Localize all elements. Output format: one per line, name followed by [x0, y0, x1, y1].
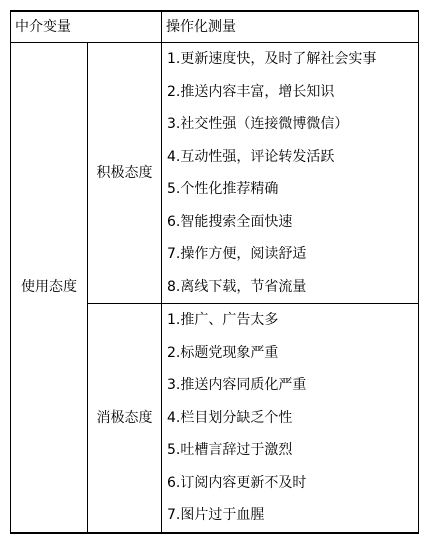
measure-item: 4.互动性强，评论转发活跃	[162, 141, 419, 174]
group-negative-attitude: 消极态度	[88, 304, 162, 533]
header-operational-measure: 操作化测量	[162, 11, 419, 43]
table-row	[11, 43, 419, 76]
measure-item: 1.推广、广告太多	[162, 304, 419, 337]
measure-item: 7.图片过于血腥	[162, 499, 419, 533]
header-mediating-variable: 中介变量	[11, 11, 162, 43]
measure-item: 7.操作方便，阅读舒适	[162, 238, 419, 271]
measure-item: 3.推送内容同质化严重	[162, 369, 419, 402]
group-positive-attitude: 积极态度	[88, 43, 162, 304]
measurement-table	[10, 10, 419, 534]
variable-usage-attitude: 使用态度	[11, 43, 88, 533]
measure-item: 2.推送内容丰富，增长知识	[162, 76, 419, 109]
measure-item: 2.标题党现象严重	[162, 337, 419, 370]
measure-item: 5.个性化推荐精确	[162, 173, 419, 206]
measure-item: 1.更新速度快，及时了解社会实事	[162, 43, 419, 76]
measure-item: 6.智能搜索全面快速	[162, 206, 419, 239]
table-header-row	[11, 11, 419, 43]
measure-item: 6.订阅内容更新不及时	[162, 467, 419, 500]
measure-item: 8.离线下载，节省流量	[162, 271, 419, 304]
measure-item: 4.栏目划分缺乏个性	[162, 402, 419, 435]
measure-item: 5.吐槽言辞过于激烈	[162, 434, 419, 467]
measure-item: 3.社交性强（连接微博微信）	[162, 108, 419, 141]
